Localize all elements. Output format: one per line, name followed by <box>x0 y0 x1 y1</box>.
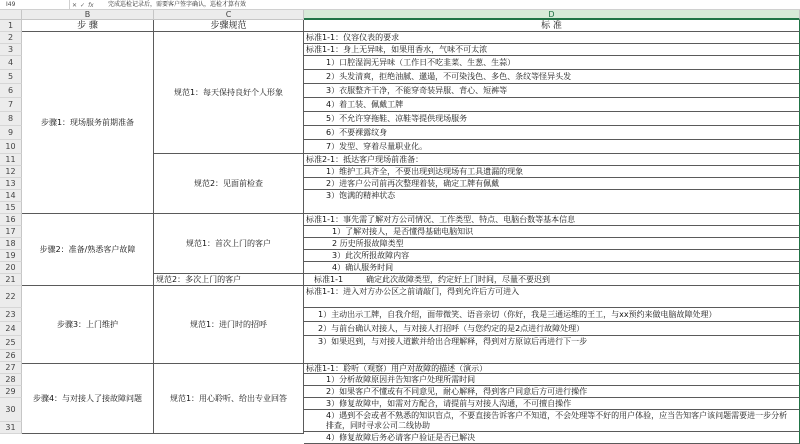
header-norm[interactable]: 步骤规范 <box>154 20 304 32</box>
row-number[interactable]: 16 <box>0 214 22 226</box>
row-number[interactable]: 25 <box>0 336 22 350</box>
standard-cell[interactable]: 1）了解对接人，是否懂得基础电脑知识 <box>304 226 800 238</box>
column-header-c[interactable]: C <box>154 10 304 20</box>
row-number[interactable]: 18 <box>0 238 22 250</box>
header-standard[interactable]: 标 准 <box>304 20 800 32</box>
row-number[interactable]: 17 <box>0 226 22 238</box>
row-number[interactable]: 10 <box>0 140 22 154</box>
standard-cell[interactable]: 4）修复故障后务必请客户验证是否已解决 <box>304 432 800 444</box>
standard-cell[interactable]: 5）不允许穿拖鞋、凉鞋等提供现场服务 <box>304 112 800 126</box>
standard-cell[interactable]: 1）主动出示工牌，自我介绍，面带微笑、语音亲切（你好，我是三通运维的王工，与xx预约来做电脑故障处理） <box>304 308 800 322</box>
row-number[interactable]: 13 <box>0 178 22 190</box>
select-all-corner[interactable] <box>0 10 22 20</box>
standard-cell[interactable]: 1）维护工具齐全，不要出现到达现场有工具遗漏的现象 <box>304 166 800 178</box>
formula-bar-icons <box>72 0 100 10</box>
row-number[interactable]: 3 <box>0 44 22 56</box>
formula-bar <box>0 0 800 10</box>
standard-cell[interactable]: 3）修复故障中，如需对方配合，请提前与对接人沟通，不可擅自操作 <box>304 398 800 410</box>
standard-cell[interactable]: 1）口腔湿润无异味（工作日不吃韭菜、生葱、生蒜） <box>304 56 800 70</box>
row-number[interactable]: 26 <box>0 350 22 362</box>
row-number[interactable]: 27 <box>0 362 22 374</box>
standard-cell[interactable]: 标准1-1：事先需了解对方公司情况、工作类型、特点、电脑台数等基本信息 <box>304 214 800 226</box>
row-number[interactable]: 7 <box>0 98 22 112</box>
norm-cell[interactable]: 规范2：见面前检查 <box>154 154 304 214</box>
name-box[interactable]: I49 <box>0 0 70 10</box>
row-number[interactable]: 4 <box>0 56 22 70</box>
standard-cell[interactable]: 标准1-1：聆听（观察）用户对故障的描述（演示） <box>304 364 800 374</box>
row-number[interactable]: 2 <box>0 32 22 44</box>
row-number[interactable]: 20 <box>0 262 22 274</box>
column-header-b[interactable]: B <box>22 10 154 20</box>
standard-cell[interactable]: 6）不要裸露纹身 <box>304 126 800 140</box>
step-cell[interactable]: 步骤4：与对接人了接故障问题 <box>22 364 154 434</box>
norm-cell[interactable]: 规范1：进门时的招呼 <box>154 286 304 364</box>
row-number[interactable]: 30 <box>0 398 22 422</box>
row-number[interactable]: 28 <box>0 374 22 386</box>
norm-cell[interactable]: 规范1：用心聆听、给出专业回答 <box>154 364 304 434</box>
row-number[interactable]: 11 <box>0 154 22 166</box>
standard-cell[interactable]: 标准1-1：身上无异味，如果用香水，气味不可太浓 <box>304 44 800 56</box>
norm-cell[interactable]: 规范1：首次上门的客户 <box>154 214 304 274</box>
norm-cell[interactable]: 规范1：每天保持良好个人形象 <box>154 32 304 154</box>
header-step[interactable]: 步 骤 <box>22 20 154 32</box>
row-number[interactable]: 6 <box>0 84 22 98</box>
row-number[interactable]: 9 <box>0 126 22 140</box>
standard-cell[interactable]: 标准1-1：仪容仪表的要求 <box>304 32 800 44</box>
standard-cell[interactable]: 4）确认服务时间 <box>304 262 800 274</box>
standard-cell[interactable]: 2）头发清爽，拒绝油腻、邋遢，不可染浅色、多色、条纹等怪异头发 <box>304 70 800 84</box>
fx-icon[interactable]: fx <box>88 1 94 9</box>
standard-cell[interactable]: 3）衣服整齐干净，不能穿奇装异服、背心、短裤等 <box>304 84 800 98</box>
standard-cell[interactable]: 标准1-1 确定此次故障类型，约定好上门时间，尽量不要迟到 <box>304 274 800 286</box>
row-number[interactable]: 23 <box>0 308 22 322</box>
formula-input[interactable]: 完成巡检记录后，需要客户签字确认，巡检才算有效 <box>108 1 247 8</box>
row-number[interactable]: 1 <box>0 20 22 32</box>
standard-cell[interactable]: 3）饱满的精神状态 <box>304 190 800 214</box>
norm-cell[interactable]: 规范2：多次上门的客户 <box>154 274 304 286</box>
row-number[interactable]: 8 <box>0 112 22 126</box>
standard-cell[interactable]: 1）分析故障原因并告知客户处理所需时间 <box>304 374 800 386</box>
standard-cell[interactable]: 2）进客户公司前再次整理着装，确定工牌有佩戴 <box>304 178 800 190</box>
standard-cell[interactable]: 7）发型、穿着尽量职业化。 <box>304 140 800 154</box>
standard-cell[interactable]: 2 历史所报故障类型 <box>304 238 800 250</box>
row-number[interactable]: 15 <box>0 202 22 214</box>
standard-cell[interactable]: 4）遇到不会或者不熟悉的知识盲点，不要直接告诉客户不知道，不会处理等不好的用户体验，应当告知客户该问题需要进一步分析排查，同时寻求公司二线协助 <box>304 410 800 432</box>
standard-cell[interactable]: 标准2-1：抵达客户现场前准备： <box>304 154 800 166</box>
row-number[interactable]: 19 <box>0 250 22 262</box>
step-cell[interactable]: 步骤1：现场服务前期准备 <box>22 32 154 214</box>
spreadsheet-grid <box>0 20 800 442</box>
standard-cell[interactable]: 标准1-1：进入对方办公区之前请敲门，得到允许后方可进入 <box>304 286 800 308</box>
row-number[interactable]: 24 <box>0 322 22 336</box>
column-header-d[interactable]: D <box>304 10 800 20</box>
standard-cell[interactable]: 3）此次所报故障内容 <box>304 250 800 262</box>
standard-cell[interactable]: 2）与前台确认对接人，与对接人打招呼（与您约定的是2点进行故障处理） <box>304 322 800 336</box>
standard-cell[interactable]: 2）如果客户不懂或有不同意见，耐心解释，得到客户同意后方可进行操作 <box>304 386 800 398</box>
row-number[interactable]: 21 <box>0 274 22 286</box>
column-header-bar <box>0 10 800 20</box>
step-cell[interactable]: 步骤2：准备/熟悉客户故障 <box>22 214 154 286</box>
row-number[interactable]: 12 <box>0 166 22 178</box>
standard-cell[interactable]: 3）如果迟到，与对接人道歉并给出合理解释，得到对方原谅后再进行下一步 <box>304 336 800 364</box>
row-number[interactable]: 14 <box>0 190 22 202</box>
standard-cell[interactable]: 4）着工装、佩戴工牌 <box>304 98 800 112</box>
step-cell[interactable]: 步骤3：上门维护 <box>22 286 154 364</box>
row-number[interactable]: 22 <box>0 286 22 308</box>
row-number[interactable]: 5 <box>0 70 22 84</box>
cancel-icon[interactable]: ✕ <box>72 1 78 9</box>
confirm-icon[interactable]: ✓ <box>80 1 86 9</box>
row-number[interactable]: 29 <box>0 386 22 398</box>
row-number[interactable]: 31 <box>0 422 22 434</box>
